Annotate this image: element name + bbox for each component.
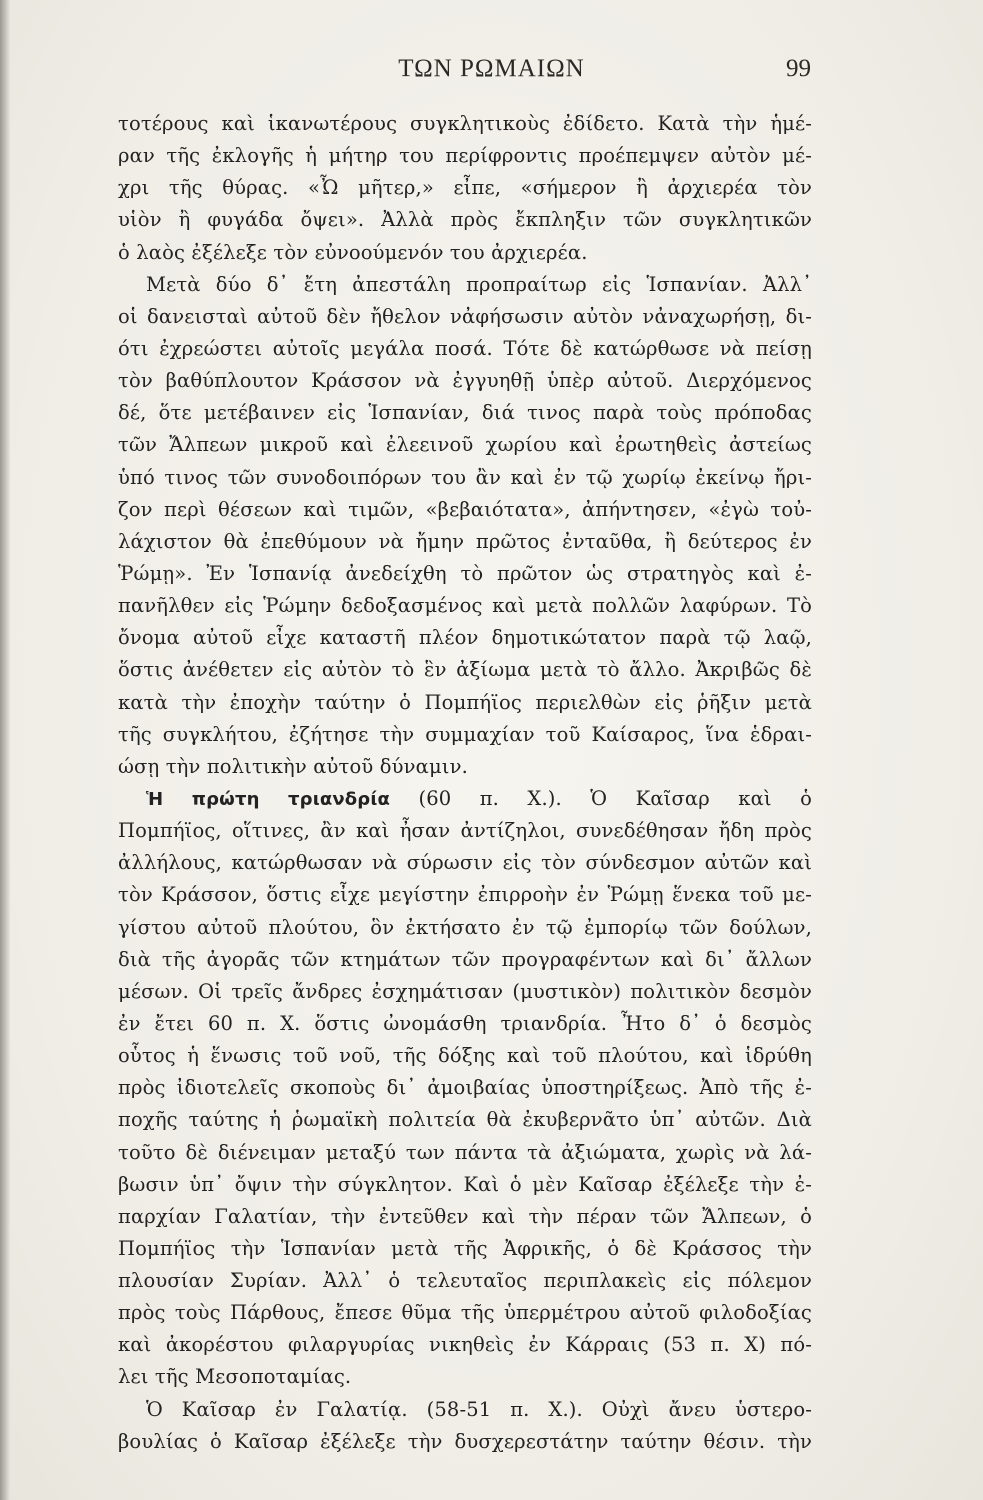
text-line: Πομπήϊος, οἵτινες, ἂν καὶ ἦσαν ἀντίζηλοι, συνεδέθησαν ἤδη πρὸς [118,819,812,843]
text-line: πρὸς τοὺς Πάρθους, ἔπεσε θῦμα τῆς ὑπερμέτρου αὐτοῦ φιλοδοξίας [118,1301,812,1325]
text-line: πρὸς ἰδιοτελεῖς σκοποὺς δι᾽ ἀμοιβαίας ὑποστηρίξεως. Ἀπὸ τῆς ἐ- [118,1076,812,1100]
text-line: δέ, ὅτε μετέβαινεν εἰς Ἱσπανίαν, διά τινος παρὰ τοὺς πρόποδας [118,401,812,425]
text-line: παρχίαν Γαλατίαν, τὴν ἐντεῦθεν καὶ τὴν πέραν τῶν Ἄλπεων, ὁ [118,1204,812,1228]
text-line: βωσιν ὑπ᾽ ὄψιν τὴν σύγκλητον. Καὶ ὁ μὲν Καῖσαρ ἐξέλεξε τὴν ἐ- [118,1172,812,1196]
text-line: τὸν βαθύπλουτον Κράσσον νὰ ἐγγυηθῇ ὑπὲρ αὐτοῦ. Διερχόμενος [118,369,812,393]
section-title: Ἡ πρώτη τριανδρία [146,788,391,810]
text-line: κατὰ τὴν ἐποχὴν ταύτην ὁ Πομπήϊος περιελθὼν εἰς ῥῆξιν μετὰ [118,690,812,714]
text-line: ἐν ἔτει 60 π. Χ. ὅστις ὠνομάσθη τριανδρία. Ἦτο δ᾽ ὁ δεσμὸς [118,1011,812,1035]
text-line: ποχῆς ταύτης ἡ ῥωμαϊκὴ πολιτεία θὰ ἐκυβερνᾶτο ὑπ᾽ αὐτῶν. Διὰ [118,1108,812,1132]
text-line: ραν τῆς ἐκλογῆς ἡ μήτηρ του περίφροντις προέπεμψεν αὐτὸν μέ- [118,144,812,168]
section-heading-line [118,783,812,815]
text-line: τῆς συγκλήτου, ἐζήτησε τὴν συμμαχίαν τοῦ Καίσαρος, ἵνα ἑδραι- [118,722,812,746]
text-line: τοτέρους καὶ ἱκανωτέρους συγκλητικοὺς ἐδίδετο. Κατὰ τὴν ἡμέ- [118,112,812,135]
text-line: Πομπήϊος τὴν Ἱσπανίαν μετὰ τῆς Ἀφρικῆς, ὁ δὲ Κράσσος τὴν [118,1236,812,1260]
text-line: οὗτος ἡ ἕνωσις τοῦ νοῦ, τῆς δόξης καὶ τοῦ πλούτου, καὶ ἱδρύθη [118,1044,812,1068]
text-line: χρι τῆς θύρας. «Ὦ μῆτερ,» εἶπε, «σήμερον ἢ ἀρχιερέα τὸν [118,176,812,200]
text-line: τῶν Ἄλπεων μικροῦ καὶ ἐλεεινοῦ χωρίου καὶ ἐρωτηθεὶς ἀστείως [118,433,812,457]
text-line: καὶ ἀκορέστου φιλαργυρίας νικηθεὶς ἐν Κάρραις (53 π. Χ) πό- [118,1333,812,1357]
text-line: Ῥώμῃ». Ἐν Ἱσπανίᾳ ἀνεδείχθη τὸ πρῶτον ὡς στρατηγὸς καὶ ἐ- [118,561,812,585]
text-line: τοῦτο δὲ διένειμαν μεταξύ των πάντα τὰ ἀξιώματα, χωρὶς νὰ λά- [118,1140,812,1164]
text-line: ὑπό τινος τῶν συνοδοιπόρων του ἂν καὶ ἐν τῷ χωρίῳ ἐκείνῳ ἤρι- [118,465,812,489]
section-line-rest: (60 π. Χ.). Ὁ Καῖσαρ καὶ ὁ [418,786,812,810]
text-line: βουλίας ὁ Καῖσαρ ἐξέλεξε τὴν δυσχερεστάτην ταύτην θέσιν. τὴν [118,1429,812,1453]
text-line: γίστου αὐτοῦ πλούτου, ὃν ἐκτήσατο ἐν τῷ ἐμπορίῳ τῶν δούλων, [118,915,812,939]
text-line: ὅστις ἀνέθετεν εἰς αὐτὸν τὸ ἓν ἀξίωμα μετὰ τὸ ἄλλο. Ἀκριβῶς δὲ [118,658,812,682]
paragraph-start-line: Ὁ Καῖσαρ ἐν Γαλατίᾳ. (58-51 π. Χ.). Οὐχὶ ἄνευ ὑστερο- [146,1397,812,1421]
text-line: διὰ τῆς ἀγορᾶς τῶν κτημάτων τῶν προγραφέντων καὶ δι᾽ ἄλλων [118,947,812,971]
body-text [118,108,812,1458]
text-line: ότι ἐχρεώστει αὐτοῖς μεγάλα ποσά. Τότε δὲ κατώρθωσε νὰ πείσῃ [118,336,812,360]
text-line: ἀλλήλους, κατώρθωσαν νὰ σύρωσιν εἰς τὸν σύνδεσμον αὐτῶν καὶ [118,851,812,875]
text-line: πλουσίαν Συρίαν. Ἀλλ᾽ ὁ τελευταῖος περιπλακεὶς εἰς πόλεμον [118,1269,812,1293]
text-line: λει τῆς Μεσοποταμίας. [118,1365,352,1389]
text-line: μέσων. Οἱ τρεῖς ἄνδρες ἐσχημάτισαν (μυστικὸν) πολιτικὸν δεσμὸν [118,979,812,1003]
page-header [0,55,983,89]
text-line: ζον περὶ θέσεων καὶ τιμῶν, «βεβαιότατα», ἀπήντησεν, «ἐγὼ τοὐ- [118,497,812,521]
text-line: υἱὸν ἢ φυγάδα ὄψει». Ἀλλὰ πρὸς ἔκπληξιν τῶν συγκλητικῶν [118,208,812,232]
page-gutter-shadow [0,0,10,1500]
text-line: τὸν Κράσσον, ὅστις εἶχε μεγίστην ἐπιρροὴν ἐν Ῥώμῃ ἕνεκα τοῦ με- [118,883,812,907]
text-line: λάχιστον θὰ ἐπεθύμουν νὰ ἤμην πρῶτος ἐνταῦθα, ἢ δεύτερος ἐν [118,529,812,553]
paragraph-start-line: Μετὰ δύο δ᾽ ἔτη ἀπεστάλη προπραίτωρ εἰς Ἱσπανίαν. Ἀλλ᾽ [146,272,812,296]
running-title: ΤΩΝ ΡΩΜΑΙΩΝ [398,55,585,82]
text-line: οἱ δανεισταὶ αὐτοῦ δὲν ἤθελον νἀφήσωσιν αὐτὸν νἀναχωρήσῃ, δι- [118,304,812,328]
page-number: 99 [786,55,811,82]
text-line: ώσῃ τὴν πολιτικὴν αὐτοῦ δύναμιν. [118,754,468,778]
text-line: ὁ λαὸς ἐξέλεξε τὸν εὐνοούμενόν του ἀρχιερέα. [118,240,588,264]
text-line: πανῆλθεν εἰς Ῥώμην δεδοξασμένος καὶ μετὰ πολλῶν λαφύρων. Τὸ [118,594,812,618]
text-line: ὄνομα αὐτοῦ εἶχε καταστῆ πλέον δημοτικώτατον παρὰ τῷ λαῷ, [118,626,812,650]
